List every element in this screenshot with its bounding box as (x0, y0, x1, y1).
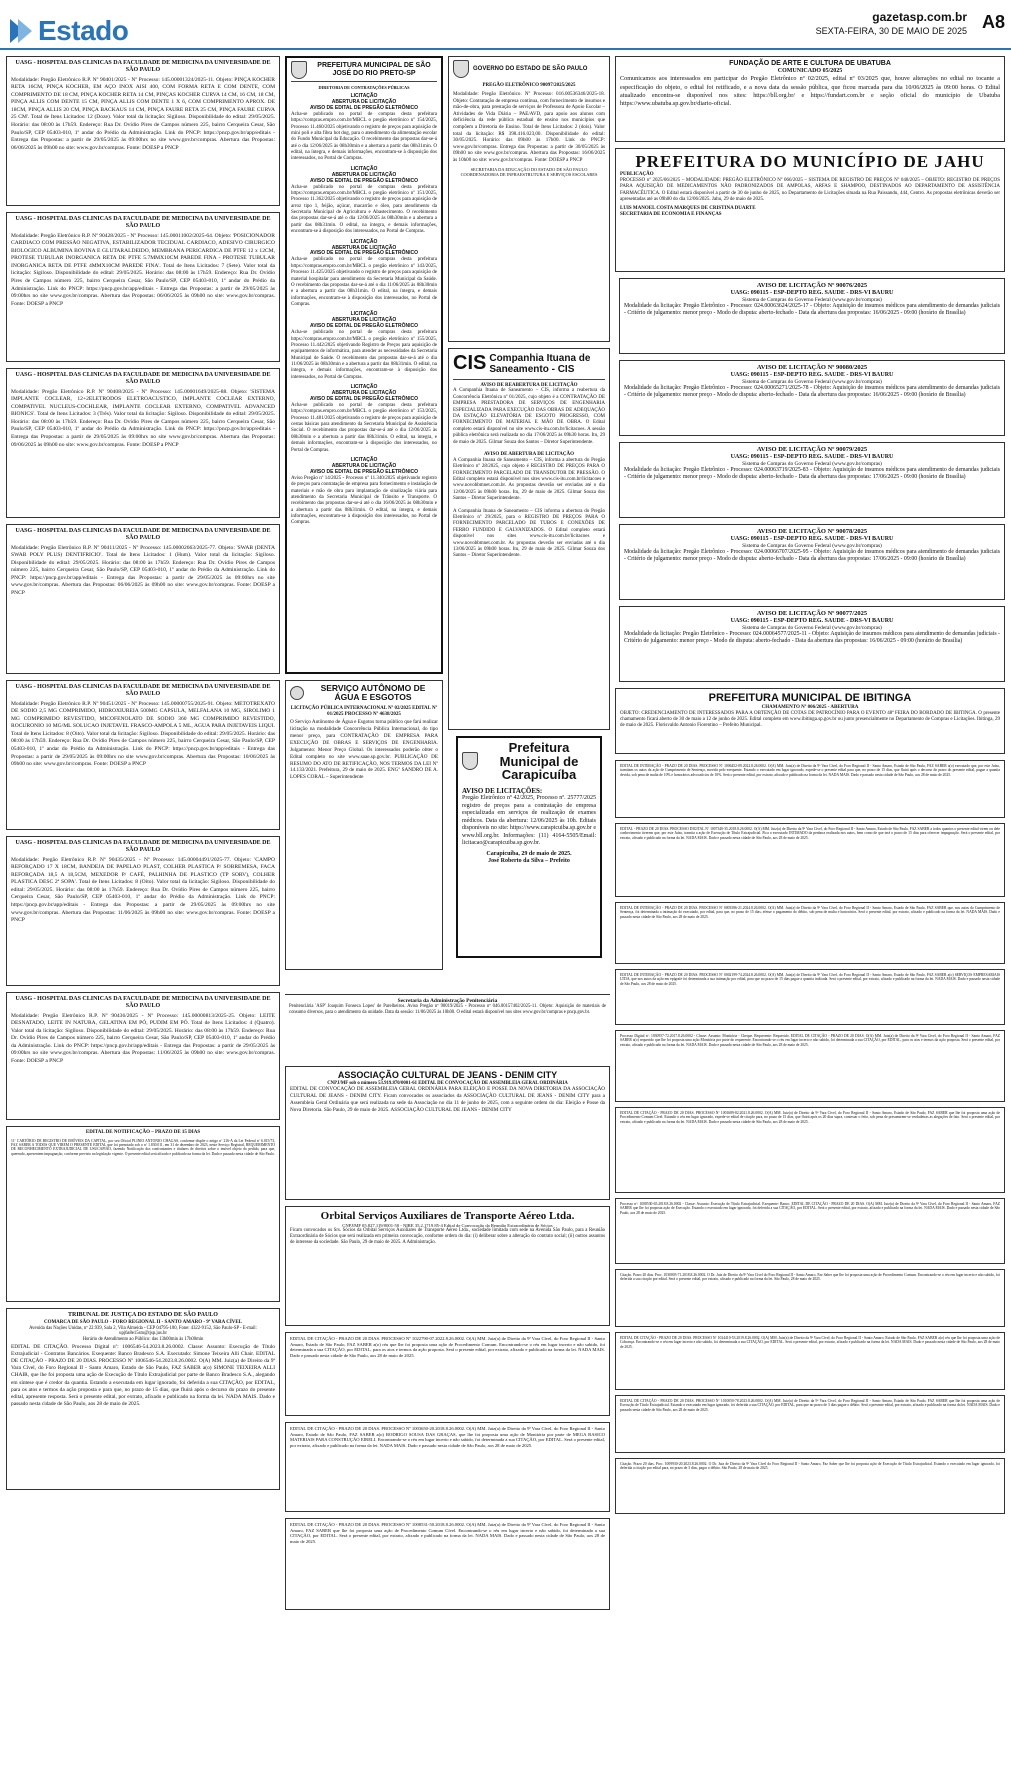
riopreto-item-aviso: ABERTURA DE LICITAÇÃO (331, 171, 397, 178)
edital-notice (615, 1030, 1005, 1102)
tribunal-hours: Horário de Atendimento ao Público: das 13h00min às 17h00min (82, 1336, 204, 1342)
riopreto-item-licitacao: LICITAÇÃO (350, 238, 378, 245)
edital-notice (615, 1395, 1005, 1453)
ubatuba-body: Comunicamos aos interessados em participar do Pregão Eletrônico nº 02/2025, edital nº 03/2025 que, houve alterações no edital no tocante a especificação do objeto, o edital foi retificado, e a nova data da sessão pública, que ficou marcada para dia 10/06/2025 às 09:00 horas. O Edital atualizado encontra-se disponível nos sites: https://bll.org.br/ e https://fundart.com.br e seção oficial do município de Ubatuba https://www.ubatuba.sp.gov.br/diario-oficial. (620, 75, 1000, 108)
bauru-title: AVISO DE LICITAÇÃO Nº 90078/2025 (756, 528, 868, 535)
riopreto-item-body: Acha-se publicado no portal de compras desta prefeitura https://compras.empro.com.br/MBCL o pregão eletrônico nº 154/2025, Processo 11.460/2025 objetivando o registro de preços para aquisição de mini poli e alta fibra hot dog, para o atendimento da alimentação escolar do Fundo Municipal da Educação. O recebimento das propostas dar-se-á até o dia 12/06/2025 às 08h30min e a abertura a partir das 08h31min. O edital, na íntegra, e demais informações, encontram-se à disposição dos interessados, no Portal de Compras. (291, 111, 437, 162)
fap-body: Penitenciária 'ASP' Joaquim Fonseca Lopes' de Parelheiros. Aviso Pregão nº 90019/2025 - Processo nº 046.00157402/2025-11. Objeto: Aquisição de materiais de consumo diversos, para o atendimento da unidade. Data da sessão: 11/06/2025 às 10h00. O edital estará disponível nos sites www.gov.br/compras e pncp.gov.br. (289, 1004, 606, 1016)
edital-body: EDITAL DE CITAÇÃO - PRAZO DE 20 DIAS. PROCESSO Nº 1022790-07.2022.8.26.0002. O(A) MM. Juiz(a) de Direito da 9ª Vara Cível, do Foro Regional II - Santo Amaro, Estado de São Paulo, FAZ SABER a(o) réu que lhe foi proposta uma ação de Procedimento Comum. Encontrando-se o réu em lugar incerto e não sabido, foi determinada a sua CITAÇÃO, por EDITAL, para os atos e termos da ação proposta. Será o presente edital, por extrato, afixado e publicado na forma da lei. NADA MAIS. Dado e passado nesta cidade de São Paulo, aos 28 de maio de 2025. (290, 1336, 605, 1358)
section-title: Estado (38, 15, 129, 46)
riopreto-item-body: Acha-se publicado no portal de compras desta prefeitura https://compras.empro.com.br/MBCL o pregão eletrônico nº 143/2025, Processo 11.425/2025 objetivando o registro de preços para aquisição de material hospitalar para atendimento da Secretaria Municipal da Saúde. O recebimento das propostas dar-se-á até o dia 11/06/2025 às 08h30min e a abertura a partir das 08h31min. O edital, na íntegra, e demais informações, encontram-se à disposição dos interessados, no Portal de Compras. (291, 257, 437, 308)
governo-sub: PREGÃO ELETRÔNICO 90097/2025/2025 (482, 83, 576, 88)
edital-body: Citação. Prazo 20 dias. Proc. 1009930-20.2023.8.26.0002. O Dr. Juiz de Direito da 9ª Vara Cível do Foro Regional II - Santo Amaro, Faz Saber que lhe foi proposta ação de Execução de Título Extrajudicial. Estando o executado em lugar ignorado, foi deferida a citação por edital para, no prazo de 3 dias, pagar o débito. São Paulo, 28 de maio de 2025. (620, 1462, 1000, 1471)
jahu-title: PREFEITURA DO MUNICÍPIO DE JAHU (635, 152, 985, 171)
edital-notice (615, 760, 1005, 818)
jahu-signature: LUIS MANOEL COSTA MARQUES DE CRISTINA DUARTE (620, 205, 756, 211)
riopreto-item (291, 94, 437, 163)
saae-title: SERVIÇO AUTÔNOMO DE ÁGUA E ESGOTOS (320, 683, 426, 703)
uasg-title: UASG - HOSPITAL DAS CLINICAS DA FACULDADE DE MEDICINA DA UNIVERSIDADE DE SÃO PAULO (15, 684, 271, 697)
edital-body: EDITAL DE CITAÇÃO - PRAZO DE 20 DIAS. PROCESSO Nº 1001689-82.2021.8.26.0002. O(A) MM. Juiz(a) de Direito da 9ª Vara Cível, do Foro Regional II - Santo Amaro, Estado de São Paulo, FAZ SABER que lhe foi proposta uma ação de Procedimento Comum Cível. Estando o réu em lugar ignorado, expede-se edital de citação para, no prazo de 15 dias, que fluirá após os 20 dias supra, contestar o feito, sob pena de presumirem-se verdadeiras as alegações de fato. Será o presente edital, por extrato, afixado e publicado na forma da lei. NADA MAIS. Dado e passado nesta cidade de São Paulo, aos 28 de maio de 2025. (620, 1111, 1000, 1124)
uasg-title: UASG - HOSPITAL DAS CLINICAS DA FACULDADE DE MEDICINA DA UNIVERSIDADE DE SÃO PAULO (15, 996, 271, 1009)
edital-notice (615, 1332, 1005, 1390)
bauru-title: AVISO DE LICITAÇÃO Nº 90080/2025 (756, 364, 868, 371)
bauru-sub: UASG: 090115 - ESP-DEPTO REG. SAUDE - DRS-VI BAURU (730, 289, 894, 296)
edital-body: EDITAL DE INTIMAÇÃO - PRAZO DE 20 DIAS. PROCESSO Nº 0002199-74.2024.8.26.0002. O(A) MM. Juiz(a) de Direito da 9ª Vara Cível, do Foro Regional II - Santo Amaro, Estado de São Paulo, FAZ SABER a(o) SERVIÇOS EMPRESARIAIS LTDA, que nos autos da ação em epígrafe foi determinada a sua intimação por edital, para que no prazo de 15 dias pague a quantia indicada. Será o presente edital, por extrato, afixado e publicado na forma da lei. NADA MAIS. Dado e passado nesta cidade de São Paulo, aos 28 de maio de 2025. (620, 973, 1000, 986)
bauru-notice (619, 360, 1005, 436)
bauru-sub: UASG: 090115 - ESP-DEPTO REG. SAUDE - DRS-VI BAURU (730, 617, 894, 624)
fap-notice (285, 994, 610, 1060)
notice-body: 11º CARTÓRIO DE REGISTRO DE IMÓVEIS DA CAPITAL, por seu Oficial PLINIO ANTONIO CHAGAS, conforme dispõe o artigo nº 216-A da Lei Federal nº 6.015/73, FAZ SABER A TODOS QUE VIREM O PRESENTE EDITAL que foi prenotado sob o nº 1.830.011, em 31 de dezembro de 2023, neste Serviço Registral, REQUERIMENTO DE RECONHECIMENTO EXTRAJUDICIAL DE USUCAPIÃO, fazendo Notificação dos confrontantes e titulares de direitos sobre o imóvel objeto do pedido, para que, querendo, apresentem impugnação, conforme previsto na legislação vigente. O presente edital será afixado e publicado na forma da lei. Dado e passado nesta cidade de São Paulo. (11, 1138, 275, 1156)
bauru-line: Sistema de Compras do Governo Federal (www.gov.br/compras) (742, 378, 882, 385)
uasg-notice (6, 524, 280, 674)
bauru-body: Modalidade da licitação: Pregão Eletrônico - Processo: 024.00066707/2025-95 - Objeto: Aquisição de insumos médicos para atendimento de demandas judiciais - Critério de julgamento: menor preço - Modo de disputa: aberto-fechado - Data da abertura das propostas: 17/06/2025 - 09:00 (horário de Brasília) (624, 548, 1000, 563)
riopreto-item-licitacao: LICITAÇÃO (350, 93, 378, 100)
uasg-body: Modalidade: Pregão Eletrônico R.P. Nº 90408/2025 - Nº Processo: 145.00001649/2025-88. Objeto: 'SISTEMA IMPLANTE COCLEAR, 12+2ELETRODOS ELETROACUSTICO, IMPLANTE COCLEAR EXTERNO, COMPATIVEL NUCLEUS-COCHLEAR, IMPLANTE COCLEAR EXTERNO, COMPATIVEL ADVANCED BIONICS'. Total de Itens Licitados: 3 (Três). Valor total da licitação: Sigiloso. Disponibilidade do edital: 29/05/2025. Horário: das 08:00 às 17h59. Endereço: Rua Dr. Ovídio Pires de Campos número 225, bairro Cerqueira Cesar, São Paulo/SP, CEP 05403-010, 1º andar do Prédio da Administração. Link do PNCP: https://pncp.gov.br/app/editais - Entrega das Propostas: a partir de 29/05/2025 às 09:00hrs no site www.gov.br/compras. Abertura das Propostas: 09/06/2025 às 09h00 no site: www.gov.br/compras. Fonte: DOESP a PNCP (11, 388, 275, 448)
cis-aviso-body: A Companhia Ituana de Saneamento – CIS, informa a abertura do Pregão Eletrônico nº 28/2025, cujo objeto é REGISTRO DE PREÇOS PARA O FORNECIMENTO PARCELADO DE TRANSDUTOR DE PRESSÃO. O Edital completo estará disponível nos sites www.cis-itu.com.br/licitacoes e www.novobbmnet.com.br. As propostas deverão ser enviadas até o dia 12/06/2025 às 09h00 horas. Itu, 29 de maio de 2025. Gilmar Souza dos Santos – Diretor Superintendente. (453, 457, 605, 502)
riopreto-sub: DIRETORIA DE CONTRATAÇÕES PÚBLICAS (318, 85, 410, 90)
water-drop-icon (290, 686, 304, 700)
jahu-body: PROCESSO nº 2025/06/2025 – MODALIDADE: PREGÃO ELETRÔNICO Nº 066/2025 – SISTEMA DE REGISTRO DE PREÇOS Nº 048/2025 – OBJETO: REGISTRO DE PREÇOS PARA AQUISIÇÃO DE MEDICAMENTOS NÃO PADRONIZADOS DE AMPOLAS, ARFAS E SHAMPOO, DESTINADOS AO DEPARTAMENTO DE ASSISTÊNCIA FARMACÊUTICA. O Edital estará disponível a partir de 30 de junho de 2025, no Departamento de Licitações situada na Rua Paissandu, 444, Centro. As propostas eletrônicas deverão ser apresentadas até as 09h00 do dia 12/06/2025. Jahu, 29 de maio de 2025. (620, 177, 1000, 203)
bauru-sub: UASG: 090115 - ESP-DEPTO REG. SAUDE - DRS-VI BAURU (730, 371, 894, 378)
edital-body: EDITAL DE CITAÇÃO - PRAZO DE 20 DIAS. PROCESSO Nº 1003650-20.2018.8.26.0002. O(A) MM. Juiz(a) de Direito da 9ª Vara Cível, do Foro Regional II - Santo Amaro, Estado de São Paulo, FAZ SABER a(o) RODRIGO SOUSA DAS GRAÇAS, que lhe foi proposta uma ação de Monitória por parte de MEGA BASICO MATERIAIS PARA CONSTRUÇÃO EIRELI. Encontrando-se o réu em lugar incerto e não sabido, foi determinada a sua CITAÇÃO, por EDITAL. Será o presente edital, por extrato, afixado e publicado na forma da lei. NADA MAIS. Dado e passado nesta cidade de São Paulo, aos 28 de maio de 2025. (290, 1426, 605, 1448)
riopreto-item (291, 240, 437, 309)
riopreto-item-licitacao: LICITAÇÃO (350, 384, 378, 391)
orbital-sub: CNPJ/MF 05.827.119/0001-50 - NIRE 35.2.1719.85-4 Edital de Convocação da Reunião Extraordinária de Sócios (342, 1222, 553, 1228)
riopreto-item-aviso: ABERTURA DE LICITAÇÃO (331, 390, 397, 397)
city-crest-icon (462, 752, 478, 770)
uasg-notice (6, 212, 280, 362)
riopreto-item-licitacao: LICITAÇÃO (350, 165, 378, 172)
edital-body: EDITAL DE INTIMAÇÃO - PRAZO DE 20 DIAS. PROCESSO Nº 0003586-21.2024.8.26.0002. O(A) MM. Juiz(a) de Direito da 9ª Vara Cível, do Foro Regional II - Santo Amaro, Estado de São Paulo, FAZ SABER que, nos autos do Cumprimento de Sentença, foi determinada a intimação do executado, por edital, para que, no prazo de 15 dias, efetue o pagamento do débito, sob pena de multa e honorários. Será o presente edital, por extrato, afixado e publicado na forma da lei. NADA MAIS. Dado e passado nesta cidade de São Paulo, aos 28 de maio de 2025. (620, 906, 1000, 919)
cis-logo-icon: CIS (453, 352, 487, 374)
ibitinga-title: PREFEITURA MUNICIPAL DE IBITINGA (708, 692, 912, 704)
riopreto-item (291, 167, 437, 236)
jeans-notice (285, 1066, 610, 1200)
riopreto-item-aviso: ABERTURA DE LICITAÇÃO (331, 317, 397, 324)
riopreto-item-aviso2: AVISO DE EDITAL DE PREGÃO ELETRÔNICO (309, 468, 419, 475)
column-3 (448, 56, 610, 964)
jahu-department: SECRETARIA DE ECONOMIA E FINANÇAS (620, 211, 722, 217)
tribunal-body: EDITAL DE CITAÇÃO. Processo Digital nº: 1006546-54.2023.8.26.0002. Classe: Assunto: Execução de Título Extrajudicial - Contratos Bancários. Exequente: Banco Bradesco S.A. Executado: Simone Teixeira Alli Chair. EDITAL DE CITAÇÃO - PRAZO DE 20 DIAS. PROCESSO Nº 1006546-54.2023.8.26.0002. O(A) MM. Juiz(a) de Direito da 9ª Vara Cível, do Foro Regional II - Santo Amaro, Estado de São Paulo, FAZ SABER a(o) SIMONE TEIXEIRA ALLI CHAIR, que lhe foi proposta uma ação de Execução de Título Extrajudicial por parte de Banco Bradesco S.A., alegando em síntese que é credor da quantia. Estando a executada em lugar ignorado, foi deferida a sua CITAÇÃO, por EDITAL, para os atos e termos da ação proposta e para que, no prazo de 15 dias, que fluirá após o decurso do prazo do presente edital, apresente resposta. Será o presente edital, por extrato, afixado e publicado na forma da lei. NADA MAIS. Dado e passado nesta cidade de São Paulo, aos 28 de maio de 2025. (11, 1344, 275, 1407)
carapicuiba-title: Prefeitura Municipal de Carapicuíba (499, 740, 579, 783)
edital-notice (615, 902, 1005, 964)
ibitinga-sub: CHAMAMENTO Nº 006/2025 - ABERTURA (761, 704, 859, 710)
page-number: A8 (981, 12, 1005, 32)
ubatuba-sub: COMUNICADO 05/2025 (777, 68, 843, 75)
uasg-body: Modalidade: Pregão Eletrônico R.P. Nº 90451/2025 - Nº Processo: 145.00000755/2025-91. Objeto: METOTREXATO DE SODIO 2,5 MG COMPRIMIDO, HIDROXIUREIA 500MG CAPSULA, MELFALANA 10 MG, SIROLIMO 1 MG COMPRIMIDO REVESTIDO, MICOFENOLATO DE SODIO 360 MG COMPRIMIDO REVESTIDO, ROCURONIO 10 MG/ML SOLUCAO INJETAVEL FRASCO-AMPOLA 5 ML, AGUA PARA INJETAVEIS LIQUI. Total de Itens Licitados: 8 (Oito). Valor total da licitação: Sigiloso. Disponibilidade do edital: 29/05/2025. Horário: das 08:00 às 17h59. Endereço: Rua Dr. Ovídio Pires de Campos número 225, bairro Cerqueira Cesar, São Paulo/SP, CEP 05403-010, 1º andar do Prédio da Administração. Link do PNCP: https://pncp.gov.br/app/editais - Entrega das Propostas: a partir de 29/05/2025 às 09:00hrs no site www.gov.br/compras. Abertura das Propostas: 10/06/2025 às 09h00 no site: www.gov.br/compras. Fonte: DOESP a PNCP (11, 700, 276, 768)
carapicuiba-date: Carapicuíba, 29 de maio de 2025. (486, 850, 572, 857)
orbital-notice (285, 1206, 610, 1326)
notificacao-notice (6, 1126, 280, 1302)
chevron-icon (18, 19, 32, 43)
riopreto-item-licitacao: LICITAÇÃO (350, 457, 378, 464)
bauru-line: Sistema de Compras do Governo Federal (www.gov.br/compras) (742, 542, 882, 549)
bauru-title: AVISO DE LICITAÇÃO Nº 90076/2025 (756, 282, 868, 289)
riopreto-notice (285, 56, 443, 674)
bauru-body: Modalidade da licitação: Pregão Eletrônico - Processo: 024.00063719/2025-83 - Objeto: Aquisição de insumos médicos para atendimento de demandas judiciais - Critério de julgamento: menor preço - Modo de disputa: aberto-fechado - Data da abertura das propostas: 17/06/2025 - 09:00 (horário de Brasília) (624, 466, 1000, 481)
governo-body: Modalidade: Pregão Eletrônico. Nº Processo: 016.00536346/2025-18. Objeto: Contratação de empresa contínua, com fornecimento de insumos e mão-de-obra, para prestação de serviços de Professora de Apoio Escolar – Atividades de Vida Diária – PAE/AVD, para apoio aos alunos com deficiência da rede pública estadual de ensino nos municípios que compõem a Diretoria de Ensino. Total de Itens Licitados: 2 (dois). Valor total da licitação: R$ 398.416.023,00. Disponibilidade do edital: 30/05/2025. Horário: das 09h00 às 17h00. Link do PNCP: www.gov.br/compras. Entrega das Propostas: a partir de 30/05/2025 às 09h00 no site www.gov.br/compras. Abertura das Propostas: 16/06/2025 às 10h00 no site: www.gov.br/compras. Fonte: DOESP a PNCP (453, 90, 605, 163)
bauru-notice (619, 278, 1005, 354)
bauru-body: Modalidade da licitação: Pregão Eletrônico - Processo: 024.00063624/2025-17 - Objeto: Aquisição de insumos médicos para atendimento de demandas judiciais - Critério de julgamento: menor preço - Modo de disputa: aberto-fechado - Data da abertura das propostas: 16/06/2025 - 09:00 (horário de Brasília) (624, 302, 1000, 317)
bauru-sub: UASG: 090115 - ESP-DEPTO REG. SAUDE - DRS-VI BAURU (730, 453, 894, 460)
bauru-line: Sistema de Compras do Governo Federal (www.gov.br/compras) (742, 296, 882, 303)
page-header (0, 0, 1011, 50)
edital-body: EDITAL - PRAZO DE 20 DIAS. PROCESSO DIGITAL Nº 1007340-35.2018.8.26.0002. O(A) MM. Juiz(a) de Direito da 9ª Vara Cível, do Foro Regional II - Santo Amaro, Estado de São Paulo, FAZ SABER a todos quantos o presente edital virem ou dele conhecimento tiverem que, por este Juízo, tramita a ação de Execução de Título Extrajudicial. Fica o executado INTIMADO da penhora realizada nos autos, bem como de que terá o prazo de 15 dias para oferecer impugnação. Será o presente edital, por extrato, afixado e publicado na forma da lei. NADA MAIS. Dado e passado nesta cidade de São Paulo, aos 28 de maio de 2025. (620, 827, 1000, 840)
edital-notice (285, 1332, 610, 1416)
uasg-notice (6, 56, 280, 206)
issue-date: SEXTA-FEIRA, 30 DE MAIO DE 2025 (815, 26, 967, 36)
cis-title: Companhia Ituana de Saneamento - CIS (489, 352, 591, 375)
riopreto-item-body: Acha-se publicado no portal de compras desta prefeitura https://compras.empro.com.br/MBCL o pregão eletrônico nº 155/2025, Processo 11.442/2025 objetivando Registro de Preços para aquisição de equipamentos de informática, para atender as necessidades da Secretaria Municipal de Saúde. O recebimento das propostas dar-se-á até o dia 11/06/2025 às 08h30min e a abertura a partir das 08h31min. O edital, na íntegra, e demais informações, encontram-se à disposição dos interessados, no Portal de Compras. (291, 330, 437, 380)
uasg-notice (6, 680, 280, 830)
edital-body: EDITAL DE CITAÇÃO - PRAZO DE 20 DIAS. PROCESSO Nº 1008531-50.2018.8.26.0002. O(A) MM. Juiz(a) de Direito da 9ª Vara Cível, do Foro Regional II - Santo Amaro, FAZ SABER que lhe foi proposta uma ação de Procedimento Comum Cível. Encontrando-se o réu em lugar incerto e não sabido, foi determinada a sua CITAÇÃO, por EDITAL. Será o presente edital, por extrato, afixado e publicado na forma da lei. NADA MAIS. Dado e passado nesta cidade de São Paulo, aos 28 de maio de 2025. (290, 1522, 605, 1544)
carapicuiba-signature: José Roberto da Silva – Prefeito (488, 857, 570, 864)
edital-body: EDITAL DE CITAÇÃO - PRAZO DE 20 DIAS. PROCESSO Nº 1010050-78.2023.8.26.0002. O(A) MM. Juiz(a) de Direito da 9ª Vara Cível, do Foro Regional II - Santo Amaro, Estado de São Paulo, FAZ SABER que lhe foi proposta uma ação de Execução de Título Extrajudicial. Estando o executado em lugar ignorado, foi deferida a sua CITAÇÃO, por EDITAL, para que no prazo de 3 dias pague o débito. Será o presente edital, por extrato, afixado e publicado na forma da lei. NADA MAIS. Dado e passado nesta cidade de São Paulo, aos 28 de maio de 2025. (620, 1399, 1000, 1412)
uasg-body: Modalidade: Pregão Eletrônico R.P. Nº 90435/2025 - Nº Processo: 145.00004491/2025-77. Objeto: 'CAMPO REFORÇADO 17 X 18CM, BANDEJA DE PAPELAO PLAST, COLHER PLASTICA P/ SOBREMESA, FACA REFORÇADA 18,5 A 18,5CM, MEXEDOR P/ CAFÉ, PALHINHA DE PLASTICO (TP SORV), COLHER PLASTICA DESC 2ª SOPA'. Total de Itens Licitados: 8 (Oito). Valor total da licitação: Sigiloso. Disponibilidade do edital: 29/05/2025. Horário: das 08:00 às 17h59. Endereço: Rua Dr. Ovídio Pires de Campos número 225, bairro Cerqueira Cesar, São Paulo/SP, CEP 05403-010, 1º andar do Prédio da Administração. Link do PNCP: https://pncp.gov.br/app/editais - Entrega das Propostas: a partir de 29/05/2025 às 09:00hrs no site www.gov.br/compras. Abertura das Propostas: 11/06/2025 às 09h00 no site: www.gov.br/compras. Fonte: DOESP a PNCP (11, 856, 275, 924)
edital-body: EDITAL DE CITAÇÃO - PRAZO DE 20 DIAS. PROCESSO Nº 1024410-53.2019.8.26.0002. O(A) MM. Juiz(a) de Direito da 9ª Vara Cível, do Foro Regional II - Santo Amaro, Estado de São Paulo, FAZ SABER a(o) réu que lhe foi proposta uma ação de Cobrança. Encontrando-se o réu em lugar incerto e não sabido, foi determinada a sua CITAÇÃO, por EDITAL. Será o presente edital, por extrato, afixado e publicado na forma da lei. NADA MAIS. Dado e passado nesta cidade de São Paulo, aos 28 de maio de 2025. (620, 1336, 1000, 1349)
bauru-body: Modalidade da licitação: Pregão Eletrônico - Processo: 024.00064577/2025-11 - Objeto: Aquisição de insumos médicos para atendimento de demandas judiciais - Critério de julgamento: menor preço - Modo de disputa: aberto-fechado - Data da abertura das propostas: 16/06/2025 - 09:00 (horário de Brasília) (624, 630, 1000, 645)
riopreto-item-aviso: ABERTURA DE LICITAÇÃO (331, 244, 397, 251)
column-4 (615, 56, 1005, 1519)
riopreto-item (291, 312, 437, 381)
uasg-body: Modalidade: Pregão Eletrônico R.P. Nº 90401/2025 - Nº Processo: 145.00001324/2025-11. Objeto: PINÇA KOCHER RETA 16CM, PINÇA KOCHER, EM AÇO INOX AISI 400, COM FORMA RETA E COM DENTE, COM COMPRIMENTO DE 18 CM, PINÇA KOCHER RETA 14 CM, PINÇAS KOCHER CURVA 14 CM, 16 CM, 18 CM, PINÇA ALLIS COM DENTE 15 CM, PINÇA ALLIS COM DENTE 1 X 6, COM COMPRIMENTO APROX. DE 18CM, PINÇA ALLIS 20 CM, PINÇA BACKAUS 14 CM, PINÇA FAURE RETA 25 CM, PINÇA FAURE CURVA 25 CM'. Total de Itens Licitados: 12 (Doze). Valor total da licitação: Sigiloso. Disponibilidade do edital: 29/05/2025. Horário: das 08:00 às 17h59. Endereço: Rua Dr. Ovídio Pires de Campos número 225, bairro Cerqueira Cesar, São Paulo/SP, CEP 05403-010, 1º andar do Prédio da Administração. Link do PNCP: https://pncp.gov.br/app/editais - Entrega das Propostas: a partir de 29/05/2025 às 09:00hrs no site www.gov.br/compras. Abertura das Propostas: 06/06/2025 às 09h00 no site: www.gov.br/compras. Fonte: DOESP a PNCP (11, 76, 275, 151)
uasg-body: Modalidade: Pregão Eletrônico R.P. Nº 90436/2025 - Nº Processo: 145.00000813/2025-25. Objeto: LEITE DESNATADO, LEITE IN NATURA, GELATINA EM PÓ, PUDIM EM PÓ. Total de Itens Licitados: 4 (Quatro). Valor total da licitação: Sigiloso. Disponibilidade do edital: 29/05/2025. Horário: das 08:00 às 17h59. Endereço: Rua Dr. Ovídio Pires de Campos número 225, bairro Cerqueira Cesar, São Paulo/SP, CEP 05403-010, 1º andar do Prédio da Administração. Link do PNCP: https://pncp.gov.br/app/editais - Entrega das Propostas: a partir de 29/05/2025 às 09:00hrs no site www.gov.br/compras. Abertura das Propostas: 11/06/2025 às 09h00 no site: www.gov.br/compras. Fonte: DOESP a PNCP (11, 1012, 275, 1064)
uasg-title: UASG - HOSPITAL DAS CLINICAS DA FACULDADE DE MEDICINA DA UNIVERSIDADE DE SÃO PAULO (15, 216, 271, 229)
riopreto-item-body: Aviso Pregão nº 14/2025 - Processo nº 11.340/2025 objetivando registro de preços para contratação de empresa para fornecimento e instalação de materiais e mão de obra para implantação de sinalização viária para atendimento da Secretaria Municipal de Trânsito e Transporte. O recebimento das propostas dar-se-á até o dia 16/06/2025 às 08h30min e a abertura a partir das 08h31min. O edital, na íntegra, e demais informações, encontram-se à disposição dos interessados, no Portal de Compras. (291, 475, 437, 526)
saae-sub: LICITAÇÃO PÚBLICA INTERNACIONAL Nº 02/2025 EDITAL Nº 01/2025 PROCESSO Nº 4638/2025 (290, 705, 438, 717)
edital-notice (285, 1422, 610, 1512)
riopreto-item-body: Acha-se publicado no portal de compras desta prefeitura https://compras.empro.com.br/MBCL o pregão eletrônico nº 151/2025, Processo 11.362/2025 objetivando o registro de preços para aquisição de arroz tipo 1, feijão, açúcar, macarrão e óleo, para atendimento da Secretaria Municipal de Agricultura e Abastecimento. O recebimento das propostas dar-se-á até o dia 12/06/2025 às 08h30min e a abertura a partir das 08h31min. O edital, na íntegra, e demais informações, encontram-se à disposição dos interessados, no Portal de Compras. (291, 184, 437, 235)
uasg-title: UASG - HOSPITAL DAS CLINICAS DA FACULDADE DE MEDICINA DA UNIVERSIDADE DE SÃO PAULO (15, 840, 271, 853)
cis-reabertura-title: AVISO DE REABERTURA DE LICITAÇÃO (480, 382, 578, 388)
edital-notice (615, 1198, 1005, 1264)
bauru-notice (619, 442, 1005, 518)
riopreto-item-aviso2: AVISO DE EDITAL DE PREGÃO ELETRÔNICO (309, 250, 419, 257)
bauru-title: AVISO DE LICITAÇÃO Nº 90077/2025 (756, 610, 868, 617)
riopreto-item-aviso2: AVISO DE EDITAL DE PREGÃO ELETRÔNICO (309, 323, 419, 330)
uasg-notice (6, 836, 280, 986)
edital-notice (615, 1107, 1005, 1193)
tribunal-title: TRIBUNAL DE JUSTIÇA DO ESTADO DE SÃO PAULO (68, 1312, 218, 1318)
riopreto-item-aviso2: AVISO DE EDITAL DE PREGÃO ELETRÔNICO (309, 177, 419, 184)
saae-body: O Serviço Autônomo de Água e Esgotos torna público que fará realizar licitação na modalidade Concorrência Pública Internacional, do tipo menor preço, para CONTRATAÇÃO DE EMPRESA PARA EXECUÇÃO DE OBRAS E SERVIÇOS DE ENGENHARIA. Julgamento: Menor Preço Global. Os interessados poderão obter o Edital completo no site www.saae.sp.gov.br. PUBLICAÇÃO DE RESUMO DO ATO DE RETIFICAÇÃO, NOS TERMOS DA LEI Nº 14.133/2021. Prefeitura, 29 de maio de 2025. ENGº SANDRO DE A. LOPES CORAL – Superintendente (290, 719, 438, 781)
bauru-notice (619, 524, 1005, 600)
uasg-body: Modalidade: Pregão Eletrônico R.P. Nº 90428/2025 - Nº Processo: 145.00011002/2025-64. Objeto: 'POSICIONADOR CARDIACO COM PRESSÃO NEGATIVA, ESTABILIZADOR TECIDUAL CARDIACO, ADESIVO CIRURGICO BIOLOGICO ALBUMINA BOVINA E GLUTARALDEIDO, MEMBRANA PERICARDICA DE PTFE 12 x 12CM, PROTESE TUBULAR INORGANICA RETA DE PTFE 5.7MMX10CM PAREDE FINA - PROTESE TUBULAR INORGANICA RETA DE PTFE 4MMX10CM PAREDE FINA'. Total de Itens Licitados: 7 (Sete). Valor total da licitação: Sigiloso. Disponibilidade do edital: 29/05/2025. Horário: das 08:00 às 17h59. Endereço: Rua Dr. Ovídio Pires de Campos número 225, bairro Cerqueira Cesar, São Paulo/SP, CEP 05403-010, 1º andar do Prédio da Administração. Link do PNCP: https://pncp.gov.br/app/editais - Entrega das Propostas: a partir de 29/05/2025 às 09:00hrs no site www.gov.br/compras. Abertura das Propostas: 06/06/2025 às 09h00 no site: www.gov.br/compras. Fonte: DOESP a PNCP (11, 232, 275, 307)
cis-notice (448, 348, 610, 730)
carapicuiba-sub: AVISO DE LICITAÇÕES: (462, 786, 543, 795)
uasg-title: UASG - HOSPITAL DAS CLINICAS DA FACULDADE DE MEDICINA DA UNIVERSIDADE DE SÃO PAULO (15, 60, 271, 73)
jahu-label: PUBLICAÇÃO (620, 172, 654, 178)
edital-notice (285, 1518, 610, 1610)
cis-reabertura-body: A Companhia Ituana de Saneamento – CIS, informa a reabertura da Concorrência Eletrônica nº 01/2025, cujo objeto é a CONTRATAÇÃO DE EMPRESA PRESTADORA DE SERVIÇOS DE ENGENHARIA ESPECIALIZADA PARA EXECUÇÃO DAS OBRAS DE ADEQUAÇÃO DA ESTAÇÃO ELEVATÓRIA DE ESGOTO PROGRESSO, COM FORNECIMENTO DE MATERIAL E MÃO DE OBRA. O Edital completo estará disponível no site www.cis-itu.com.br/licitacoes. A sessão pública eletrônica será realizada no dia 17/06/2025 às 09h30 horas. Itu, 29 de maio de 2025. Gilmar Souza dos Santos – Diretor Superintendente. (453, 388, 605, 445)
riopreto-item-aviso: ABERTURA DE LICITAÇÃO (331, 98, 397, 105)
ibitinga-body: OBJETO: CREDENCIAMENTO DE INTERESSADOS PARA A OBTENÇÃO DE COTAS DE PATROCÍNIO PARA O EVENTO 48ª FEIRA DO BORDADO DE IBITINGA. O presente chamamento ficará aberto de 30 de maio a 12 de junho de 2025. Edital completo em www.ibitinga.sp.gov.br ou junto presencialmente no Departamento de Compras e Licitações. Ibitinga, 29 de maio de 2025. Florisvaldo Antonio Fiorentino – Prefeito Municipal. (620, 710, 1000, 729)
edital-body: EDITAL DE INTIMAÇÃO - PRAZO DE 20 DIAS. PROCESSO Nº 1006452-09.2022.8.26.0002. O(A) MM. Juiz(a) de Direito da 9ª Vara Cível, do Foro Regional II - Santo Amaro, Estado de São Paulo, FAZ SABER a(o) executado que, por este Juízo, tramitam os autos da ação de Cumprimento de Sentença, movida pelo exequente. Estando o executado em lugar ignorado, expede-se o presente edital para que, no prazo de 15 dias, que fluirá após o decurso do prazo do presente edital, pague a quantia devida, sob pena de multa de 10% e honorários advocatícios de 10%. Será o presente edital, por extrato, afixado e publicado na forma da lei. NADA MAIS. Dado e passado nesta cidade de São Paulo, aos 28 de maio de 2025. (620, 764, 1000, 777)
saae-notice (285, 680, 443, 970)
notice-title: EDITAL DE NOTIFICAÇÃO – PRAZO DE 15 DIAS (85, 1130, 201, 1135)
governo-footer: SECRETARIA DA EDUCAÇÃO DO ESTADO DE SÃO PAULO COORDENADORIA DE INFRAESTRUTURA E SERVIÇOS ESCOLARES (460, 166, 598, 177)
column-1 (6, 56, 280, 1496)
bauru-line: Sistema de Compras do Governo Federal (www.gov.br/compras) (742, 624, 882, 631)
bauru-notice (619, 606, 1005, 682)
carapicuiba-notice (456, 736, 602, 958)
bauru-line: Sistema de Compras do Governo Federal (www.gov.br/compras) (742, 460, 882, 467)
fap-title: Secretaria da Administração Penitenciária (397, 998, 498, 1004)
ibitinga-notice (615, 688, 1005, 754)
cis-aviso-title: AVISO DE ABERTURA DE LICITAÇÃO (484, 452, 574, 457)
uasg-title: UASG - HOSPITAL DAS CLINICAS DA FACULDADE DE MEDICINA DA UNIVERSIDADE DE SÃO PAULO (15, 528, 271, 541)
section-logo (10, 14, 128, 47)
tribunal-address: Avenida das Nações Unidas, nº 22.939, Sala 2, Vila Almeida - CEP 04795-100, Fone: 4322-9152, São Paulo-SP - E-mail: upj6a8e15sto@tjsp.jus.br (29, 1325, 257, 1337)
jahu-notice (615, 148, 1005, 272)
jeans-title: ASSOCIAÇÃO CULTURAL DE JEANS - DENIM CITY (337, 1070, 558, 1080)
cis-aviso2-body: A Companhia Ituana de Saneamento – CIS informa a abertura do Pregão Eletrônico nº 29/2025, para o REGISTRO DE PREÇOS PARA O FORNECIMENTO PARCELADO DE TUBOS E CONEXÕES DE FERRO FUNDIDO E GALVANIZADOS. O Edital completo estará disponível nos sites www.cis-itu.com.br/licitacoes e www.novobbmnet.com.br. As propostas deverão ser enviadas até o dia 13/06/2025 às 09h00 horas. Itu, 29 de maio de 2025. Gilmar Souza dos Santos – Diretor Superintendente. (453, 508, 605, 559)
uasg-body: Modalidade: Pregão Eletrônico R.P. Nº 90411/2025 - Nº Processo: 145.00002663/2025-77. Objeto: 'SWAB (DENTA SWAB POLY PLUS) DENTIFRICIO'. Total de Itens Licitados: 1 (Hum). Valor total da licitação: Sigiloso. Disponibilidade do edital: 29/05/2025. Horário: das 08:00 às 17h59. Endereço: Rua Dr. Ovídio Pires de Campos número 225, bairro Cerqueira Cesar, São Paulo/SP, CEP 05403-010, 1º andar do Prédio da Administração. Link do PNCP: https://pncp.gov.br/app/editais - Entrega das Propostas: a partir de 29/05/2025 às 09:00hrs no site www.gov.br/compras. Abertura das Propostas: 06/06/2025 às 09h00 no site: www.gov.br/compras. Fonte: DOESP a PNCP (11, 544, 275, 596)
orbital-body: Ficam convocados os Srs. Sócios da Orbital Serviços Auxiliares de Transporte Aéreo Ltda., sociedade limitada com sede na Avenida São Paulo, para a Reunião Extraordinária de Sócios que será realizada em primeira convocação, conforme ordem do dia: (i) deliberar sobre a alteração do contrato social; (ii) outros assuntos de interesse da sociedade. São Paulo, 29 de maio de 2025. A Administração. (290, 1228, 605, 1246)
edital-notice (615, 1458, 1005, 1514)
uasg-notice (6, 992, 280, 1120)
bauru-title: AVISO DE LICITAÇÃO Nº 90079/2025 (756, 446, 868, 453)
wide-blocks (285, 994, 610, 1616)
governo-title: GOVERNO DO ESTADO DE SÃO PAULO (473, 65, 588, 72)
jeans-body: EDITAL DE CONVOCAÇÃO DE ASSEMBLEIA GERAL ORDINÁRIA PARA ELEIÇÃO E POSSE DA NOVA DIRETORIA DA ASSOCIAÇÃO CULTURAL DE JEANS - DENIM CITY. Ficam convocados os associados da ASSOCIAÇÃO CULTURAL DE JEANS - DENIM CITY para a Assembleia Geral Ordinária que será realizada na sede da Associação no dia 11 de junho de 2025, com a seguinte ordem do dia: Eleição e Posse da Nova Diretoria. São Paulo, 29 de maio de 2025. ASSOCIAÇÃO CULTURAL DE JEANS - DENIM CITY (290, 1086, 605, 1113)
edital-body: Citação. Prazo 20 dias. Proc. 1030003-71.2018.8.26.0002. O Dr. Juiz de Direito da 9ª Vara Cível do Foro Regional II - Santo Amaro, Faz Saber que lhe foi proposta uma ação de Procedimento Comum. Encontrando-se o réu em lugar incerto e não sabido, foi deferida a sua citação por edital. Será o presente edital, por extrato, afixado e publicado na forma da lei. São Paulo, 28 de maio de 2025. (620, 1273, 1000, 1282)
orbital-title: Orbital Serviços Auxiliares de Transporte Aéreo Ltda. (320, 1210, 575, 1222)
edital-body: Processo Digital nº: 1030957-72.2017.8.26.0002 - Classe: Assunto: Monitória - Cheque. Requerente: Requerido. EDITAL DE CITAÇÃO - PRAZO DE 20 DIAS. O(A) MM. Juiz(a) de Direito da 9ª Vara Cível, do Foro Regional II - Santo Amaro, FAZ SABER a(o) requerido que lhe foi proposta uma ação Monitória por parte do requerente. Encontrando-se o réu em lugar incerto e não sabido, foi determinada a sua CITAÇÃO, por EDITAL, para os atos e termos da ação proposta. Será o presente edital, por extrato, afixado e publicado na forma da lei. NADA MAIS. Dado e passado nesta cidade de São Paulo, aos 28 de maio de 2025. (620, 1034, 1000, 1047)
governo-notice (448, 56, 610, 342)
carapicuiba-body: Pregão Eletrônico nº 42/2025, Processo nº. 25777/2025 registro de preços para a contratação de empresa especializada em serviços de realização de exames médicos. Data da abertura: 12/06/2025 às 10h. Editais disponíveis no site: https://www.carapicuiba.sp.gov.br e www.bll.org.br. Informações: (11) 4164-5505/Email: licitacao@carapicuiba.sp.gov.br. (462, 795, 596, 847)
ubatuba-title: FUNDAÇÃO DE ARTE E CULTURA DE UBATUBA (729, 60, 891, 67)
riopreto-item-licitacao: LICITAÇÃO (350, 311, 378, 318)
riopreto-item (291, 458, 437, 527)
riopreto-item-aviso2: AVISO DE EDITAL DE PREGÃO ELETRÔNICO (309, 396, 419, 403)
riopreto-item (291, 385, 437, 454)
bauru-body: Modalidade da licitação: Pregão Eletrônico - Processo: 024.00065271/2025-78 - Objeto: Aquisição de insumos médicos para atendimento de demandas judiciais - Critério de julgamento: menor preço - Modo de disputa: aberto-fechado - Data da abertura das propostas: 16/06/2025 - 09:00 (horário de Brasília) (624, 384, 1000, 399)
riopreto-item-aviso: ABERTURA DE LICITAÇÃO (331, 462, 397, 469)
riopreto-item-body: Acha-se publicado no portal de compras desta prefeitura https://compras.empro.com.br/MBCL o pregão eletrônico nº 153/2025, Processo 11.481/2025 objetivando o registro de preços para aquisição de cestas básicas para atendimento da Secretaria Municipal de Assistência Social. O recebimento das propostas dar-se-á até o dia 12/06/2025 às 08h30min e a abertura a partir das 08h31min. O edital, na íntegra, e demais informações, encontram-se à disposição dos interessados, no Portal de Compras. (291, 402, 437, 453)
edital-notice (615, 1269, 1005, 1327)
column-2 (285, 56, 443, 976)
edital-notice (615, 969, 1005, 1025)
site-url: gazetasp.com.br (872, 10, 967, 24)
tribunal-notice (6, 1308, 280, 1490)
ubatuba-notice (615, 56, 1005, 142)
edital-body: Processo nº: 1008530-65.2018.8.26.0002 - Classe: Assunto: Execução de Título Extrajudicial. Exequente: Banco. EDITAL DE CITAÇÃO - PRAZO DE 20 DIAS. O(A) MM. Juiz(a) de Direito da 9ª Vara Cível, do Foro Regional II - Santo Amaro, FAZ SABER que lhe foi proposta ação de Execução. Estando o executado em lugar ignorado, foi deferida a sua CITAÇÃO, por EDITAL. Será o presente edital, por extrato, afixado e publicado na forma da lei. NADA MAIS. Dado e passado nesta cidade de São Paulo, aos 28 de maio de 2025. (620, 1202, 1000, 1215)
uasg-notice (6, 368, 280, 518)
edital-notice (615, 823, 1005, 897)
uasg-title: UASG - HOSPITAL DAS CLINICAS DA FACULDADE DE MEDICINA DA UNIVERSIDADE DE SÃO PAULO (15, 372, 271, 385)
city-crest-icon (291, 61, 307, 79)
riopreto-item-aviso2: AVISO DE EDITAL DE PREGÃO ELETRÔNICO (309, 104, 419, 111)
tribunal-sub: COMARCA DE SÃO PAULO - FORO REGIONAL II - SANTO AMARO - 9ª VARA CÍVEL (43, 1319, 243, 1325)
jeans-sub: CNPJ/MF sob o número 53.919.870/0001-61 EDITAL DE CONVOCAÇÃO DE ASSEMBLEIA GERAL ORDINÁRIA (327, 1080, 568, 1086)
bauru-sub: UASG: 090115 - ESP-DEPTO REG. SAUDE - DRS-VI BAURU (730, 535, 894, 542)
state-crest-icon (453, 60, 469, 78)
riopreto-title: PREFEITURA MUNICIPAL DE SÃO JOSÉ DO RIO PRETO-SP (317, 62, 431, 77)
